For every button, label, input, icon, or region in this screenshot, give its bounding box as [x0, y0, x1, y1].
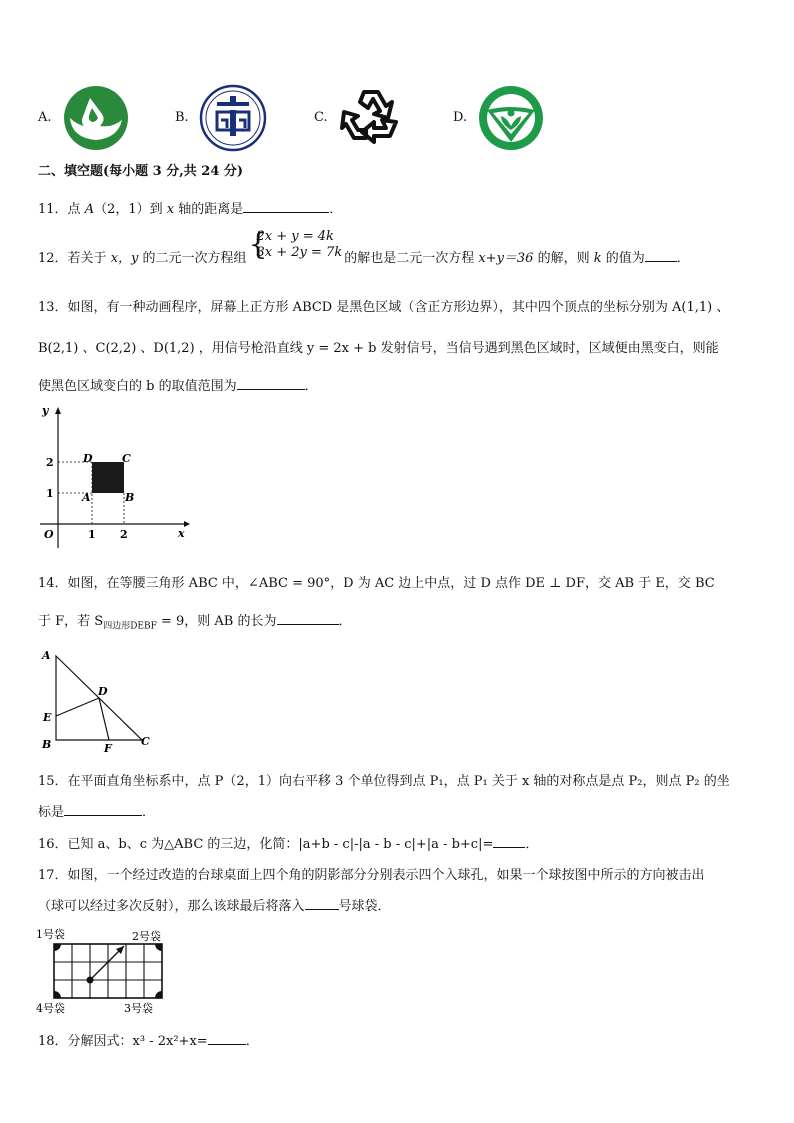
option-d-label: D.: [453, 110, 468, 125]
answer-blank-18[interactable]: [208, 1030, 246, 1045]
answer-blank-17[interactable]: [305, 895, 339, 910]
answer-blank-15[interactable]: [64, 801, 142, 816]
emblem-logo-icon: [199, 84, 267, 152]
pocket-2: [155, 944, 162, 951]
point-d-label: D: [98, 685, 108, 698]
x-axis-label: x: [178, 527, 185, 540]
pocket-3-label: 3号袋: [124, 1002, 153, 1015]
question-17-line-1: 17．如图，一个经过改造的台球桌面上四个角的阴影部分分别表示四个入球孔，如果一个球按图中所示的方向被击出: [38, 868, 705, 883]
question-14-line-1: 14．如图，在等腰三角形 ABC 中，∠ABC = 90°，D 为 AC 边上中点，过 D 点作 DE ⊥ DF，交 AB 于 E，交 BC: [38, 576, 715, 591]
answer-blank-13[interactable]: [237, 375, 305, 390]
answer-blank-11[interactable]: [243, 198, 329, 213]
answer-blank-16[interactable]: [493, 833, 525, 848]
vertex-c-label: C: [122, 452, 131, 465]
pocket-1: [54, 944, 61, 951]
question-12: 12．若关于 x，y 的二元一次方程组 { 2x + y = 4k 3x + 2y = 7k 的解也是二元一次方程 x+y＝36 的解，则 k 的值为 ．: [38, 227, 690, 266]
option-b-label: B.: [175, 110, 189, 125]
pocket-1-label: 1号袋: [36, 928, 65, 941]
question-13-line-1: 13．如图，有一种动画程序，屏幕上正方形 ABCD 是黑色区域（含正方形边界），其中四个顶点的坐标分别为 A(1,1) 、: [38, 300, 730, 315]
pocket-4: [54, 991, 61, 998]
question-16: 16．已知 a、b、c 为△ABC 的三边，化简：|a+b - c|-|a - b - c|+|a - b+c|= ．: [38, 833, 538, 852]
question-15-line-1: 15．在平面直角坐标系中，点 P（2，1）向右平移 3 个单位得到点 P₁，点 P₁ 关于 x 轴的对称点是点 P₂，则点 P₂ 的坐: [38, 774, 730, 789]
figure-13-coordinate-plane: [36, 402, 192, 552]
table-grid: [54, 944, 162, 998]
black-square-abcd: [92, 462, 124, 493]
origin-label: O: [44, 528, 54, 541]
point-e-label: E: [43, 711, 52, 724]
x-axis-arrow: [184, 521, 190, 527]
green-food-logo-icon: [477, 84, 545, 152]
point-b-label: B: [42, 738, 52, 751]
option-a-label: A.: [38, 110, 52, 125]
vertex-b-label: B: [125, 491, 135, 504]
point-f-label: F: [104, 742, 112, 754]
recycle-icon: [338, 84, 404, 150]
y-axis-label: y: [42, 404, 49, 417]
question-13-line-3: 使黑色区域变白的 b 的取值范围为 ．: [38, 375, 318, 394]
segment-de: [56, 698, 99, 716]
answer-blank-14[interactable]: [277, 610, 339, 625]
figure-14-triangle: [36, 644, 156, 754]
equation-system: { 2x + y = 4k 3x + 2y = 7k: [248, 227, 343, 262]
question-17-line-2: （球可以经过多次反射），那么该球最后将落入 号球袋．: [38, 895, 391, 914]
option-c-label: C.: [314, 110, 328, 125]
point-a-label: A: [42, 649, 51, 662]
vertex-d-label: D: [83, 452, 93, 465]
question-13-line-2: B(2,1) 、C(2,2) 、D(1,2) ，用信号枪沿直线 y = 2x + b 发射信号，当信号遇到黑色区域时，区域便由黑变白，则能: [38, 341, 719, 356]
segment-df: [99, 698, 109, 740]
question-15-line-2: 标是 ．: [38, 801, 155, 820]
pocket-3: [155, 991, 162, 998]
section-title: 二、填空题(每小题 3 分,共 24 分): [38, 164, 244, 179]
point-c-label: C: [141, 735, 150, 748]
pocket-4-label: 4号袋: [36, 1002, 65, 1015]
answer-blank-12[interactable]: [645, 247, 677, 262]
water-drop-logo-icon: [62, 84, 130, 152]
x-tick-2: 2: [120, 528, 128, 541]
x-tick-1: 1: [88, 528, 96, 541]
y-tick-1: 1: [46, 487, 54, 500]
y-tick-2: 2: [46, 456, 54, 469]
figure-17-billiard-table: [36, 926, 176, 1016]
vertex-a-label: A: [82, 491, 91, 504]
question-11: 11．点 A（2，1）到 x 轴的距离是 ．: [38, 198, 342, 217]
question-14-line-2: 于 F，若 $S_{四边形DEBF} = 9$，则 AB 的长为 ．: [38, 610, 352, 632]
y-axis-arrow: [55, 407, 61, 414]
question-18: 18．分解因式：x³ - 2x²+x= ．: [38, 1030, 259, 1049]
pocket-2-label: 2号袋: [132, 930, 161, 943]
